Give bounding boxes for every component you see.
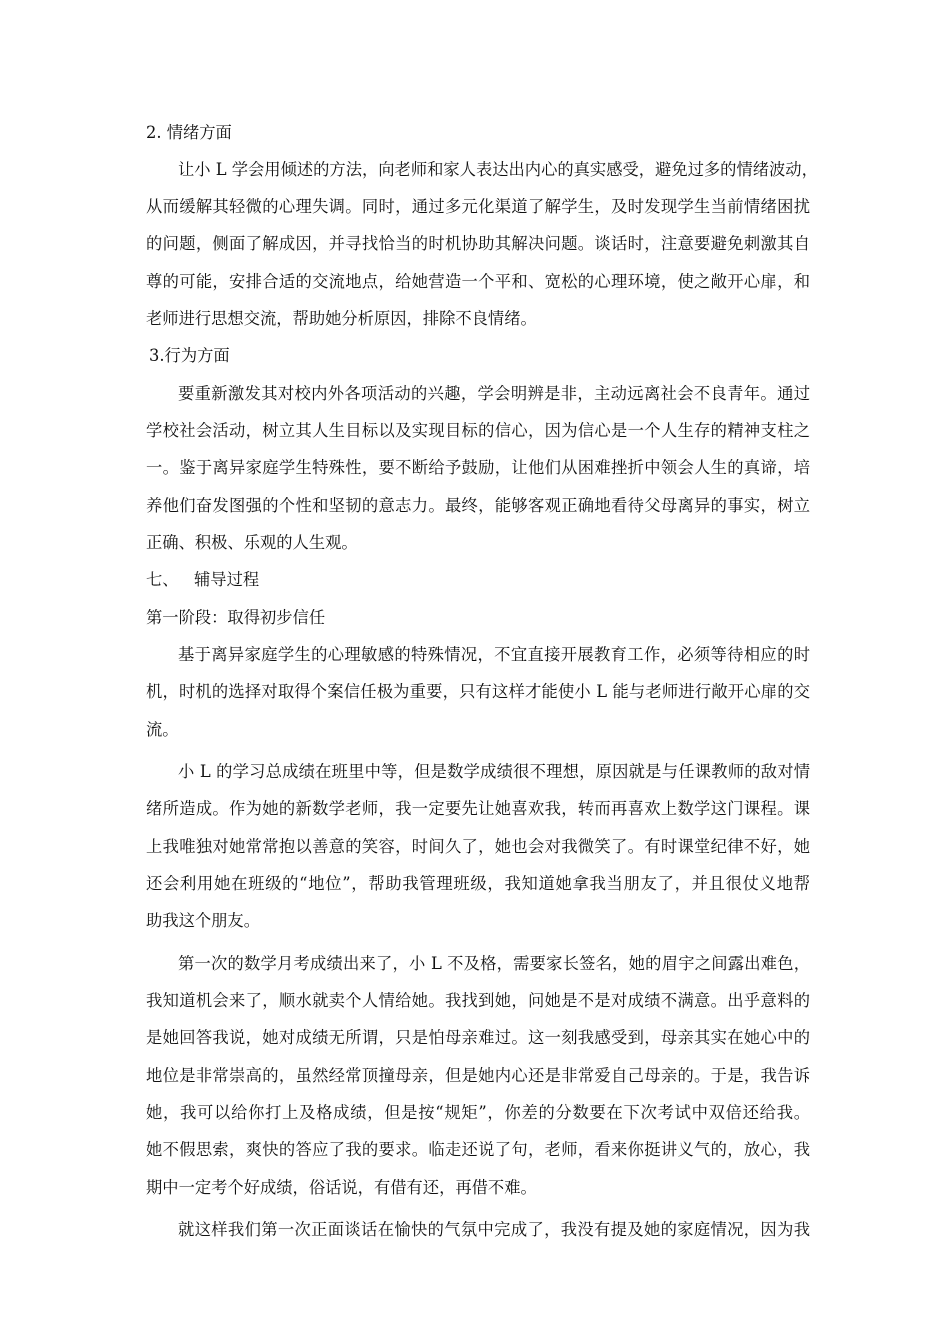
stage-heading: 第一阶段：取得初步信任 (146, 608, 326, 627)
paragraph-line: 让小 L 学会用倾述的方法，向老师和家人表达出内心的真实感受，避免过多的情绪波动， (178, 160, 818, 179)
section-heading-emotion: 2. 情绪方面 (146, 123, 232, 142)
paragraph-line: 助我这个朋友。 (146, 911, 260, 930)
paragraph-line: 是她回答我说，她对成绩无所谓，只是怕母亲难过。这一刻我感受到，母亲其实在她心中的 (146, 1028, 810, 1047)
section-heading-behavior: 3.行为方面 (149, 346, 230, 365)
paragraph-line: 一。鉴于离异家庭学生特殊性，要不断给予鼓励，让他们从困难挫折中领会人生的真谛，培 (146, 458, 810, 477)
paragraph-line: 她，我可以给你打上及格成绩，但是按“规矩”，你差的分数要在下次考试中双倍还给我。 (146, 1103, 810, 1122)
section-number: 七、 (146, 570, 179, 589)
paragraph-line: 老师进行思想交流，帮助她分析原因，排除不良情绪。 (146, 309, 537, 328)
paragraph-line: 流。 (146, 720, 179, 739)
paragraph-line: 正确、积极、乐观的人生观。 (146, 533, 358, 552)
paragraph-line: 小 L 的学习总成绩在班里中等，但是数学成绩很不理想，原因就是与任课教师的敌对情 (178, 762, 810, 781)
paragraph-line: 她不假思索，爽快的答应了我的要求。临走还说了句，老师，看来你挺讲义气的，放心，我 (146, 1140, 810, 1159)
paragraph-line: 绪所造成。作为她的新数学老师，我一定要先让她喜欢我，转而再喜欢上数学这门课程。课 (146, 799, 810, 818)
paragraph-line: 我知道机会来了，顺水就卖个人情给她。我找到她，问她是不是对成绩不满意。出乎意料的 (146, 991, 810, 1010)
section-title: 辅导过程 (194, 570, 260, 589)
paragraph-line: 上我唯独对她常常抱以善意的笑容，时间久了，她也会对我微笑了。有时课堂纪律不好，她 (146, 837, 810, 856)
section-heading-counseling-process (146, 562, 810, 598)
paragraph-line: 第一次的数学月考成绩出来了，小 L 不及格，需要家长签名，她的眉宇之间露出难色， (178, 954, 810, 973)
paragraph-line: 尊的可能，安排合适的交流地点，给她营造一个平和、宽松的心理环境，使之敞开心扉，和 (146, 272, 810, 291)
paragraph-line: 基于离异家庭学生的心理敏感的特殊情况，不宜直接开展教育工作，必须等待相应的时 (178, 645, 810, 664)
paragraph-line: 要重新激发其对校内外各项活动的兴趣，学会明辨是非，主动远离社会不良青年。通过 (178, 384, 810, 403)
paragraph-line: 还会利用她在班级的“地位”，帮助我管理班级，我知道她拿我当朋友了，并且很仗义地帮 (146, 874, 810, 893)
paragraph-line: 学校社会活动，树立其人生目标以及实现目标的信心，因为信心是一个人生存的精神支柱之 (146, 421, 810, 440)
paragraph-line: 从而缓解其轻微的心理失调。同时，通过多元化渠道了解学生，及时发现学生当前情绪困扰 (146, 197, 810, 216)
paragraph-line: 就这样我们第一次正面谈话在愉快的气氛中完成了，我没有提及她的家庭情况，因为我 (178, 1220, 810, 1239)
paragraph-line: 的问题，侧面了解成因，并寻找恰当的时机协助其解决问题。谈话时，注意要避免刺激其自 (146, 234, 810, 253)
paragraph-line: 养他们奋发图强的个性和坚韧的意志力。最终，能够客观正确地看待父母离异的事实，树立 (146, 496, 810, 515)
paragraph-line: 机，时机的选择对取得个案信任极为重要，只有这样才能使小 L 能与老师进行敞开心扉的交 (146, 682, 810, 701)
paragraph-line: 地位是非常崇高的，虽然经常顶撞母亲，但是她内心还是非常爱自己母亲的。于是，我告诉 (146, 1066, 810, 1085)
paragraph-line: 期中一定考个好成绩，俗话说，有借有还，再借不难。 (146, 1178, 537, 1197)
